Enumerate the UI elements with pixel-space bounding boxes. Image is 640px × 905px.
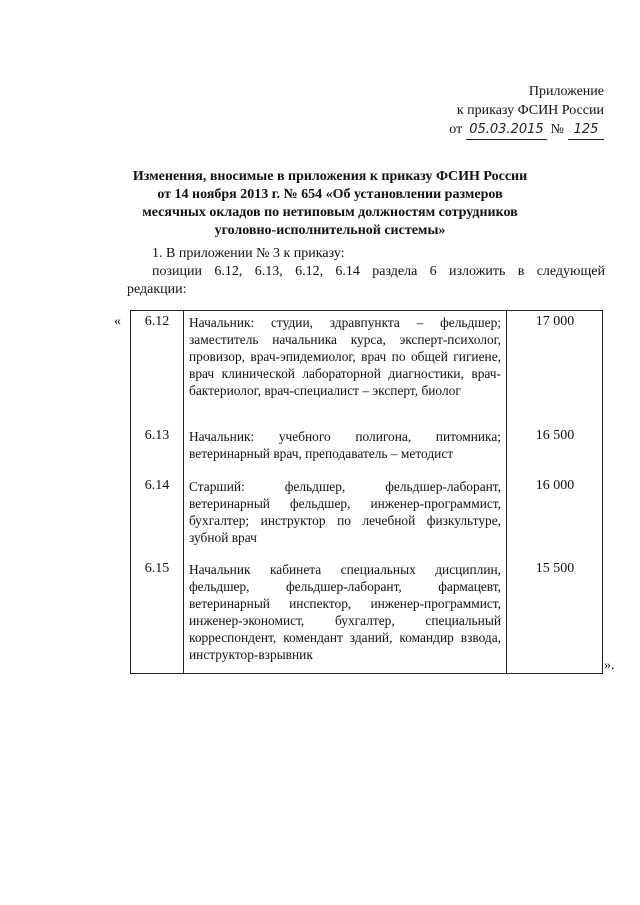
order-date-number-line	[364, 120, 604, 140]
title-line-2: от 14 ноября 2013 г. № 654 «Об установлении размеров	[157, 187, 503, 202]
position-number: 6.13	[144, 428, 170, 443]
order-reference: к приказу ФСИН России	[456, 103, 604, 118]
position-salary: 16 000	[535, 478, 575, 493]
paragraph-3: редакции:	[127, 282, 187, 297]
position-number: 6.15	[144, 561, 170, 576]
title-line-3: месячных окладов по нетиповым должностям сотрудников	[142, 205, 518, 220]
position-number: 6.12	[144, 314, 170, 329]
position-number: 6.14	[144, 478, 170, 493]
position-description: Начальник: учебного полигона, питомника; ветеринарный врач, преподаватель – методист	[189, 429, 501, 461]
handwritten-date: 05.03.2015	[466, 120, 546, 140]
column-divider	[183, 311, 184, 673]
paragraph-2: позиции 6.12, 6.13, 6.12, 6.14 раздела 6 изложить в следующей	[152, 264, 605, 279]
date-prefix: от	[449, 122, 463, 137]
position-salary: 17 000	[535, 314, 575, 329]
paragraph-1: 1. В приложении № 3 к приказу:	[152, 246, 345, 261]
position-salary: 16 500	[535, 428, 575, 443]
number-prefix: №	[550, 122, 564, 137]
handwritten-number: 125	[568, 120, 604, 140]
appendix-header	[364, 82, 604, 140]
opening-quote: «	[114, 314, 121, 329]
position-salary: 15 500	[535, 561, 575, 576]
document-title	[110, 168, 550, 240]
position-description: Старший: фельдшер, фельдшер-лаборант, ветеринарный фельдшер, инженер-программист, бухгалтер; инструктор по лечебной физкультуре, зубной врач	[189, 479, 501, 545]
closing-quote: ».	[604, 658, 615, 673]
position-description: Начальник: студии, здравпункта – фельдшер; заместитель начальника курса, эксперт-психолог, провизор, врач-эпидемиолог, врач по общей гигиене, врач клинической лабораторной диагностики, врач-бактериолог, врач-специалист – эксперт, биолог	[189, 315, 501, 398]
appendix-label: Приложение	[528, 84, 604, 99]
positions-table	[130, 310, 603, 674]
position-description: Начальник кабинета специальных дисциплин, фельдшер, фельдшер-лаборант, фармацевт, ветеринарный инспектор, инженер-программист, инженер-экономист, бухгалтер, специальный корреспондент, комендант зданий, командир взвода, инструктор-взрывник	[189, 562, 501, 662]
title-line-4: уголовно-исполнительной системы»	[214, 223, 446, 238]
title-line-1: Изменения, вносимые в приложения к приказу ФСИН России	[132, 169, 528, 184]
